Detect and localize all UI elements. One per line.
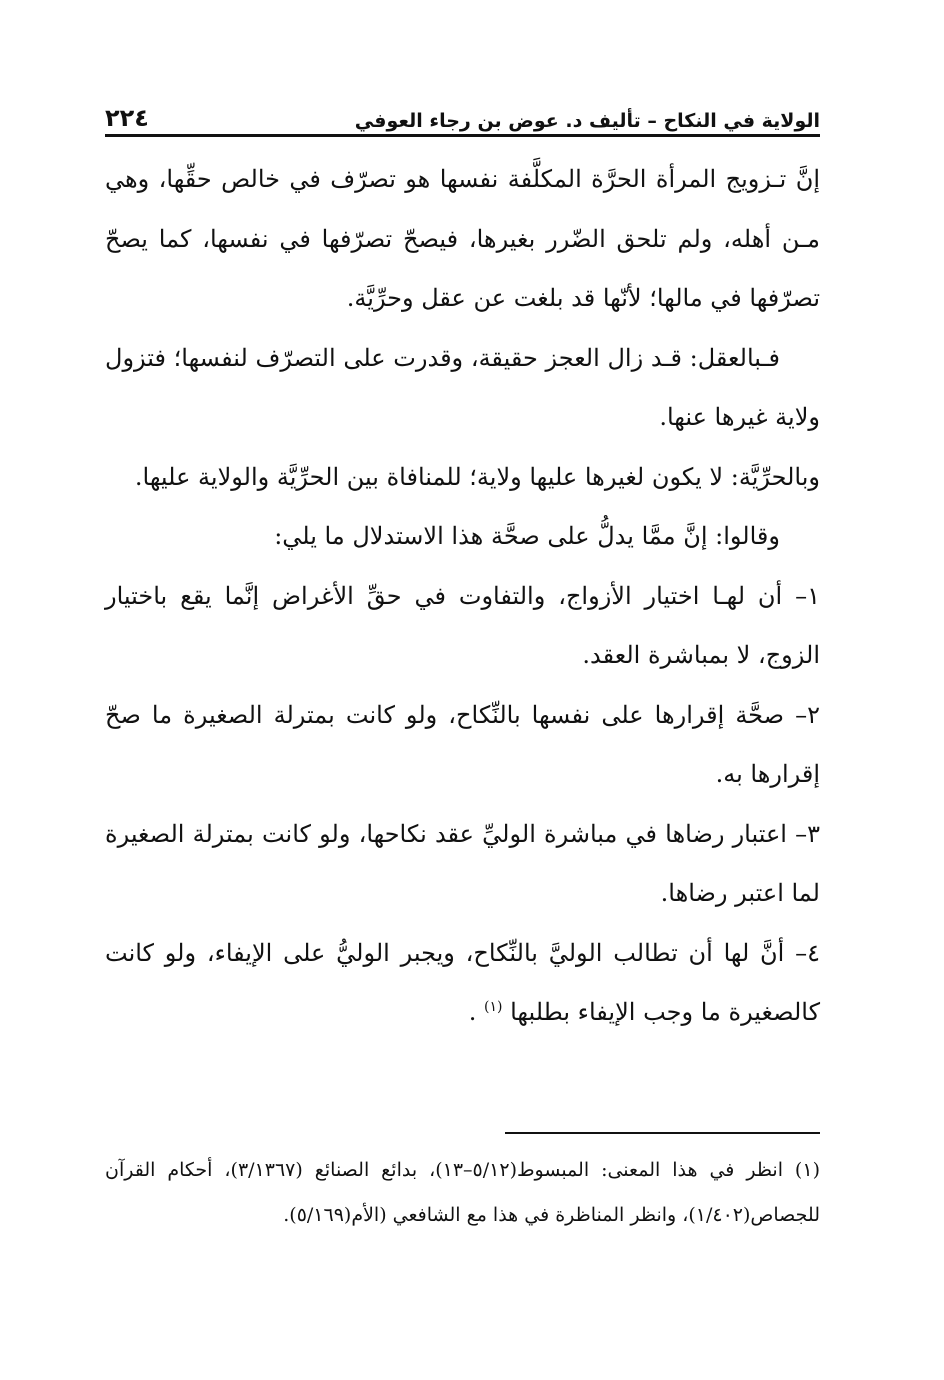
footnote-reference: (١) [484,999,503,1015]
paragraph: وقالوا: إنَّ ممَّا يدلُّ على صحَّة هذا الاستدلال ما يلي: [274,522,780,550]
list-item: ١– أن لهـا اختيار الأزواج، والتفاوت في حقِّ الأغراض إنَّما يقع باختيار الزوج، لا بمباشرة العقد. [105,581,820,669]
page-number: ٢٢٤ [105,104,149,132]
footnote-text: (١) انظر في هذا المعنى: المبسوط(٥/١٢–١٣)، بدائع الصنائع (٣/١٣٦٧)، أحكام القرآن للجصاص(١/٤٠٢)، وانظر المناظرة في هذا مع الشافعي (الأم(٥/١٦٩). [105,1159,820,1226]
header-title: الولاية في النكاح – تأليف د. عوض بن رجاء العوفي [354,110,820,132]
list-item-text: ٤– أنَّ لها أن تطالب الوليَّ بالنِّكاح، ويجبر الوليُّ على الإيفاء، ولو كانت كالصغيرة ما وجب الإيفاء بطلبها [105,938,820,1026]
list-item: ٣– اعتبار رضاها في مباشرة الوليِّ عقد نكاحها، ولو كانت بمترلة الصغيرة لما اعتبر رضاها. [105,819,820,907]
paragraph: وبالحرِّيَّة: لا يكون لغيرها عليها ولاية؛ للمنافاة بين الحرِّيَّة والولاية عليها. [134,462,820,491]
paragraph: إنَّ تـزويج المرأة الحرَّة المكلَّفة نفسها هو تصرّف في خالص حقِّها، وهي مـن أهله، ولم تلحق الضّرر بغيرها، فيصحّ تصرّفها في نفسها، كما يصحّ تصرّفها في مالها؛ لأنّها قد بلغت عن عقل وحرِّيَّة. [105,165,820,312]
footnote [105,1148,820,1238]
running-header [105,92,820,132]
list-item [105,924,820,1043]
main-text [105,150,820,1043]
list-item: ٢– صحَّة إقرارها على نفسها بالنِّكاح، ولو كانت بمترلة الصغيرة ما صحّ إقرارها به. [105,700,820,788]
sentence-end: . [468,998,484,1026]
header-divider [105,134,820,137]
footnote-divider [505,1132,820,1134]
paragraph: فـبالعقل: قـد زال العجز حقيقة، وقدرت على التصرّف لنفسها؛ فتزول ولاية غيرها عنها. [105,343,820,431]
